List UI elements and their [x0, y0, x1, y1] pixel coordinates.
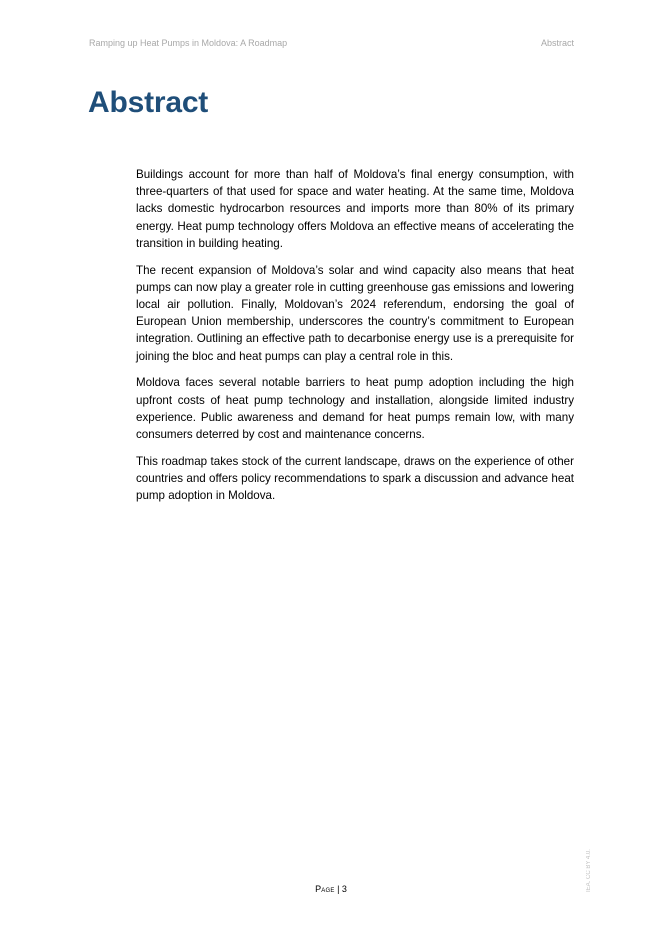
abstract-paragraph-1: Buildings account for more than half of Moldova’s final energy consumption, with three-quarters of that used for space and water heating. At the same time, Moldova lacks domestic hydrocarbon resources and imports more than 80% of its primary energy. Heat pump technology offers Moldova an effective means of accelerating the transition in building heating.: [136, 168, 574, 250]
page-title: Abstract: [88, 86, 209, 119]
abstract-body: [136, 166, 574, 514]
abstract-paragraph-4: This roadmap takes stock of the current landscape, draws on the experience of other countries and offers policy recommendations to spark a discussion and advance heat pump adoption in Moldova.: [136, 454, 574, 503]
page-footer: [0, 884, 662, 894]
abstract-paragraph-2: The recent expansion of Moldova’s solar and wind capacity also means that heat pumps can now play a greater role in cutting greenhouse gas emissions and lowering local air pollution. Finally, Moldovan’s 2024 referendum, endorsing the goal of European Union membership, underscores the country’s commitment to European integration. Outlining an effective path to decarbonise energy use is a prerequisite for joining the bloc and heat pumps can play a central role in this.: [136, 263, 574, 363]
header-section-name: Abstract: [540, 38, 574, 48]
license-notice: IEA. CC BY 4.0.: [586, 849, 592, 892]
page-separator: |: [337, 884, 340, 894]
abstract-paragraph-3: Moldova faces several notable barriers to heat pump adoption including the high upfront costs of heat pump technology and installation, alongside limited industry experience. Public awareness and demand for heat pumps remain low, with many consumers deterred by cost and maintenance concerns.: [136, 376, 574, 442]
page-label: Page: [315, 884, 335, 894]
page-number: 3: [341, 884, 347, 894]
running-header: [89, 38, 574, 48]
header-document-title: Ramping up Heat Pumps in Moldova: A Roadmap: [89, 38, 288, 48]
